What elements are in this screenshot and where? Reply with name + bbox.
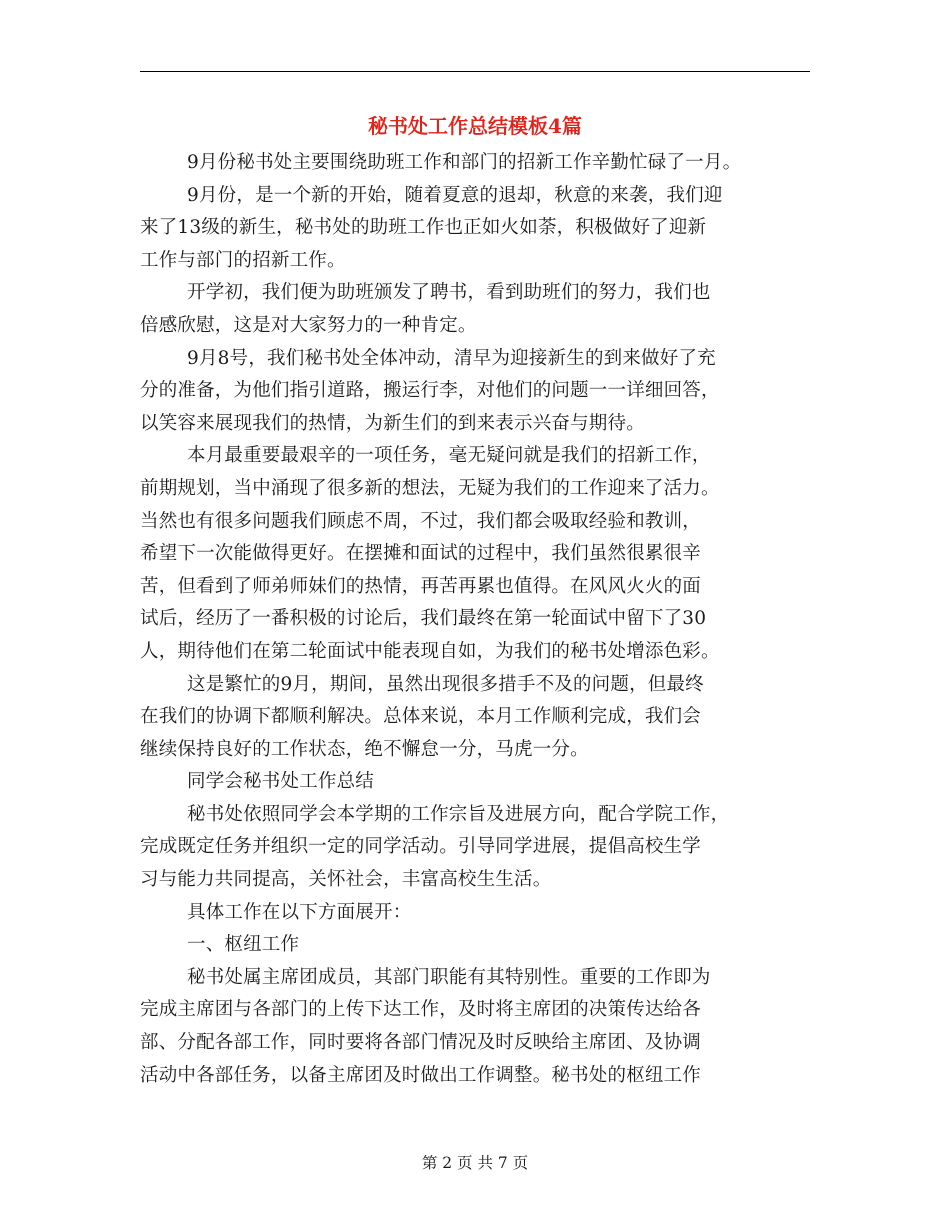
paragraph-line: 本月最重要最艰辛的一项任务，毫无疑问就是我们的招新工作， — [187, 445, 711, 467]
paragraph-line: 倍感欣慰，这是对大家努力的一种肯定。 — [140, 314, 477, 336]
paragraph-line: 完成既定任务并组织一定的同学活动。引导同学进展，提倡高校生学 — [140, 836, 702, 858]
paragraph-line: 具体工作在以下方面展开： — [187, 901, 412, 923]
paragraph — [140, 180, 810, 278]
paragraph-line: 这是繁忙的9月，期间，虽然出现很多措手不及的问题，但最终 — [187, 673, 704, 695]
paragraph — [140, 440, 810, 668]
paragraph-line: 以笑容来展现我们的热情，为新生们的到来表示兴奋与期待。 — [140, 412, 645, 434]
paragraph — [140, 897, 810, 930]
paragraph — [140, 343, 810, 441]
paragraph-line: 完成主席团与各部门的上传下达工作，及时将主席团的决策传达给各 — [140, 999, 702, 1021]
header-rule — [140, 71, 810, 72]
paragraph-line: 9月份秘书处主要围绕助班工作和部门的招新工作辛勤忙碌了一月。 — [187, 152, 742, 173]
document-title: 秘书处工作总结模板4篇 — [368, 114, 582, 138]
paragraph-line: 苦，但看到了师弟师妹们的热情，再苦再累也值得。在风风火火的面 — [140, 575, 702, 597]
paragraph-line: 秘书处依照同学会本学期的工作宗旨及进展方向，配合学院工作， — [187, 803, 730, 825]
paragraph-line: 习与能力共同提高，关怀社会，丰富高校生生活。 — [140, 869, 552, 891]
paragraph-line: 试后，经历了一番积极的讨论后，我们最终在第一轮面试中留下了30 — [140, 608, 707, 630]
paragraph-line: 9月份，是一个新的开始，随着夏意的退却，秋意的来袭，我们迎 — [187, 184, 723, 206]
paragraph-line: 同学会秘书处工作总结 — [187, 771, 375, 793]
paragraph — [140, 766, 810, 799]
paragraph-line: 工作与部门的招新工作。 — [140, 249, 346, 271]
paragraph — [140, 929, 810, 962]
paragraph — [140, 277, 810, 342]
paragraph — [140, 669, 810, 767]
paragraph — [140, 147, 810, 180]
paragraph-line: 前期规划，当中涌现了很多新的想法，无疑为我们的工作迎来了活力。 — [140, 477, 720, 499]
paragraph — [140, 962, 810, 1092]
page-number-footer: 第 2 页 共 7 页 — [421, 1154, 529, 1172]
paragraph-line: 活动中各部任务，以备主席团及时做出工作调整。秘书处的枢纽工作 — [140, 1064, 702, 1086]
paragraph — [140, 799, 810, 897]
paragraph-line: 9月8号，我们秘书处全体冲动，清早为迎接新生的到来做好了充 — [187, 347, 716, 369]
paragraph-line: 当然也有很多问题我们顾虑不周，不过，我们都会吸取经验和教训， — [140, 510, 702, 532]
paragraph-line: 一、枢纽工作 — [187, 934, 300, 956]
paragraph-line: 继续保持良好的工作状态，绝不懈怠一分，马虎一分。 — [140, 738, 589, 760]
document-body — [140, 147, 810, 1092]
paragraph-line: 分的准备，为他们指引道路，搬运行李，对他们的问题一一详细回答， — [140, 380, 720, 402]
paragraph-line: 开学初，我们便为助班颁发了聘书，看到助班们的努力，我们也 — [187, 282, 711, 304]
paragraph-line: 部、分配各部工作，同时要将各部门情况及时反映给主席团、及协调 — [140, 1032, 702, 1054]
paragraph-line: 秘书处属主席团成员，其部门职能有其特别性。重要的工作即为 — [187, 966, 711, 988]
paragraph-line: 来了13级的新生，秘书处的助班工作也正如火如荼，积极做好了迎新 — [140, 217, 707, 239]
paragraph-line: 希望下一次能做得更好。在摆摊和面试的过程中，我们虽然很累很辛 — [140, 543, 702, 565]
paragraph-line: 人，期待他们在第二轮面试中能表现自如，为我们的秘书处增添色彩。 — [140, 640, 720, 662]
paragraph-line: 在我们的协调下都顺利解决。总体来说，本月工作顺利完成，我们会 — [140, 706, 702, 728]
